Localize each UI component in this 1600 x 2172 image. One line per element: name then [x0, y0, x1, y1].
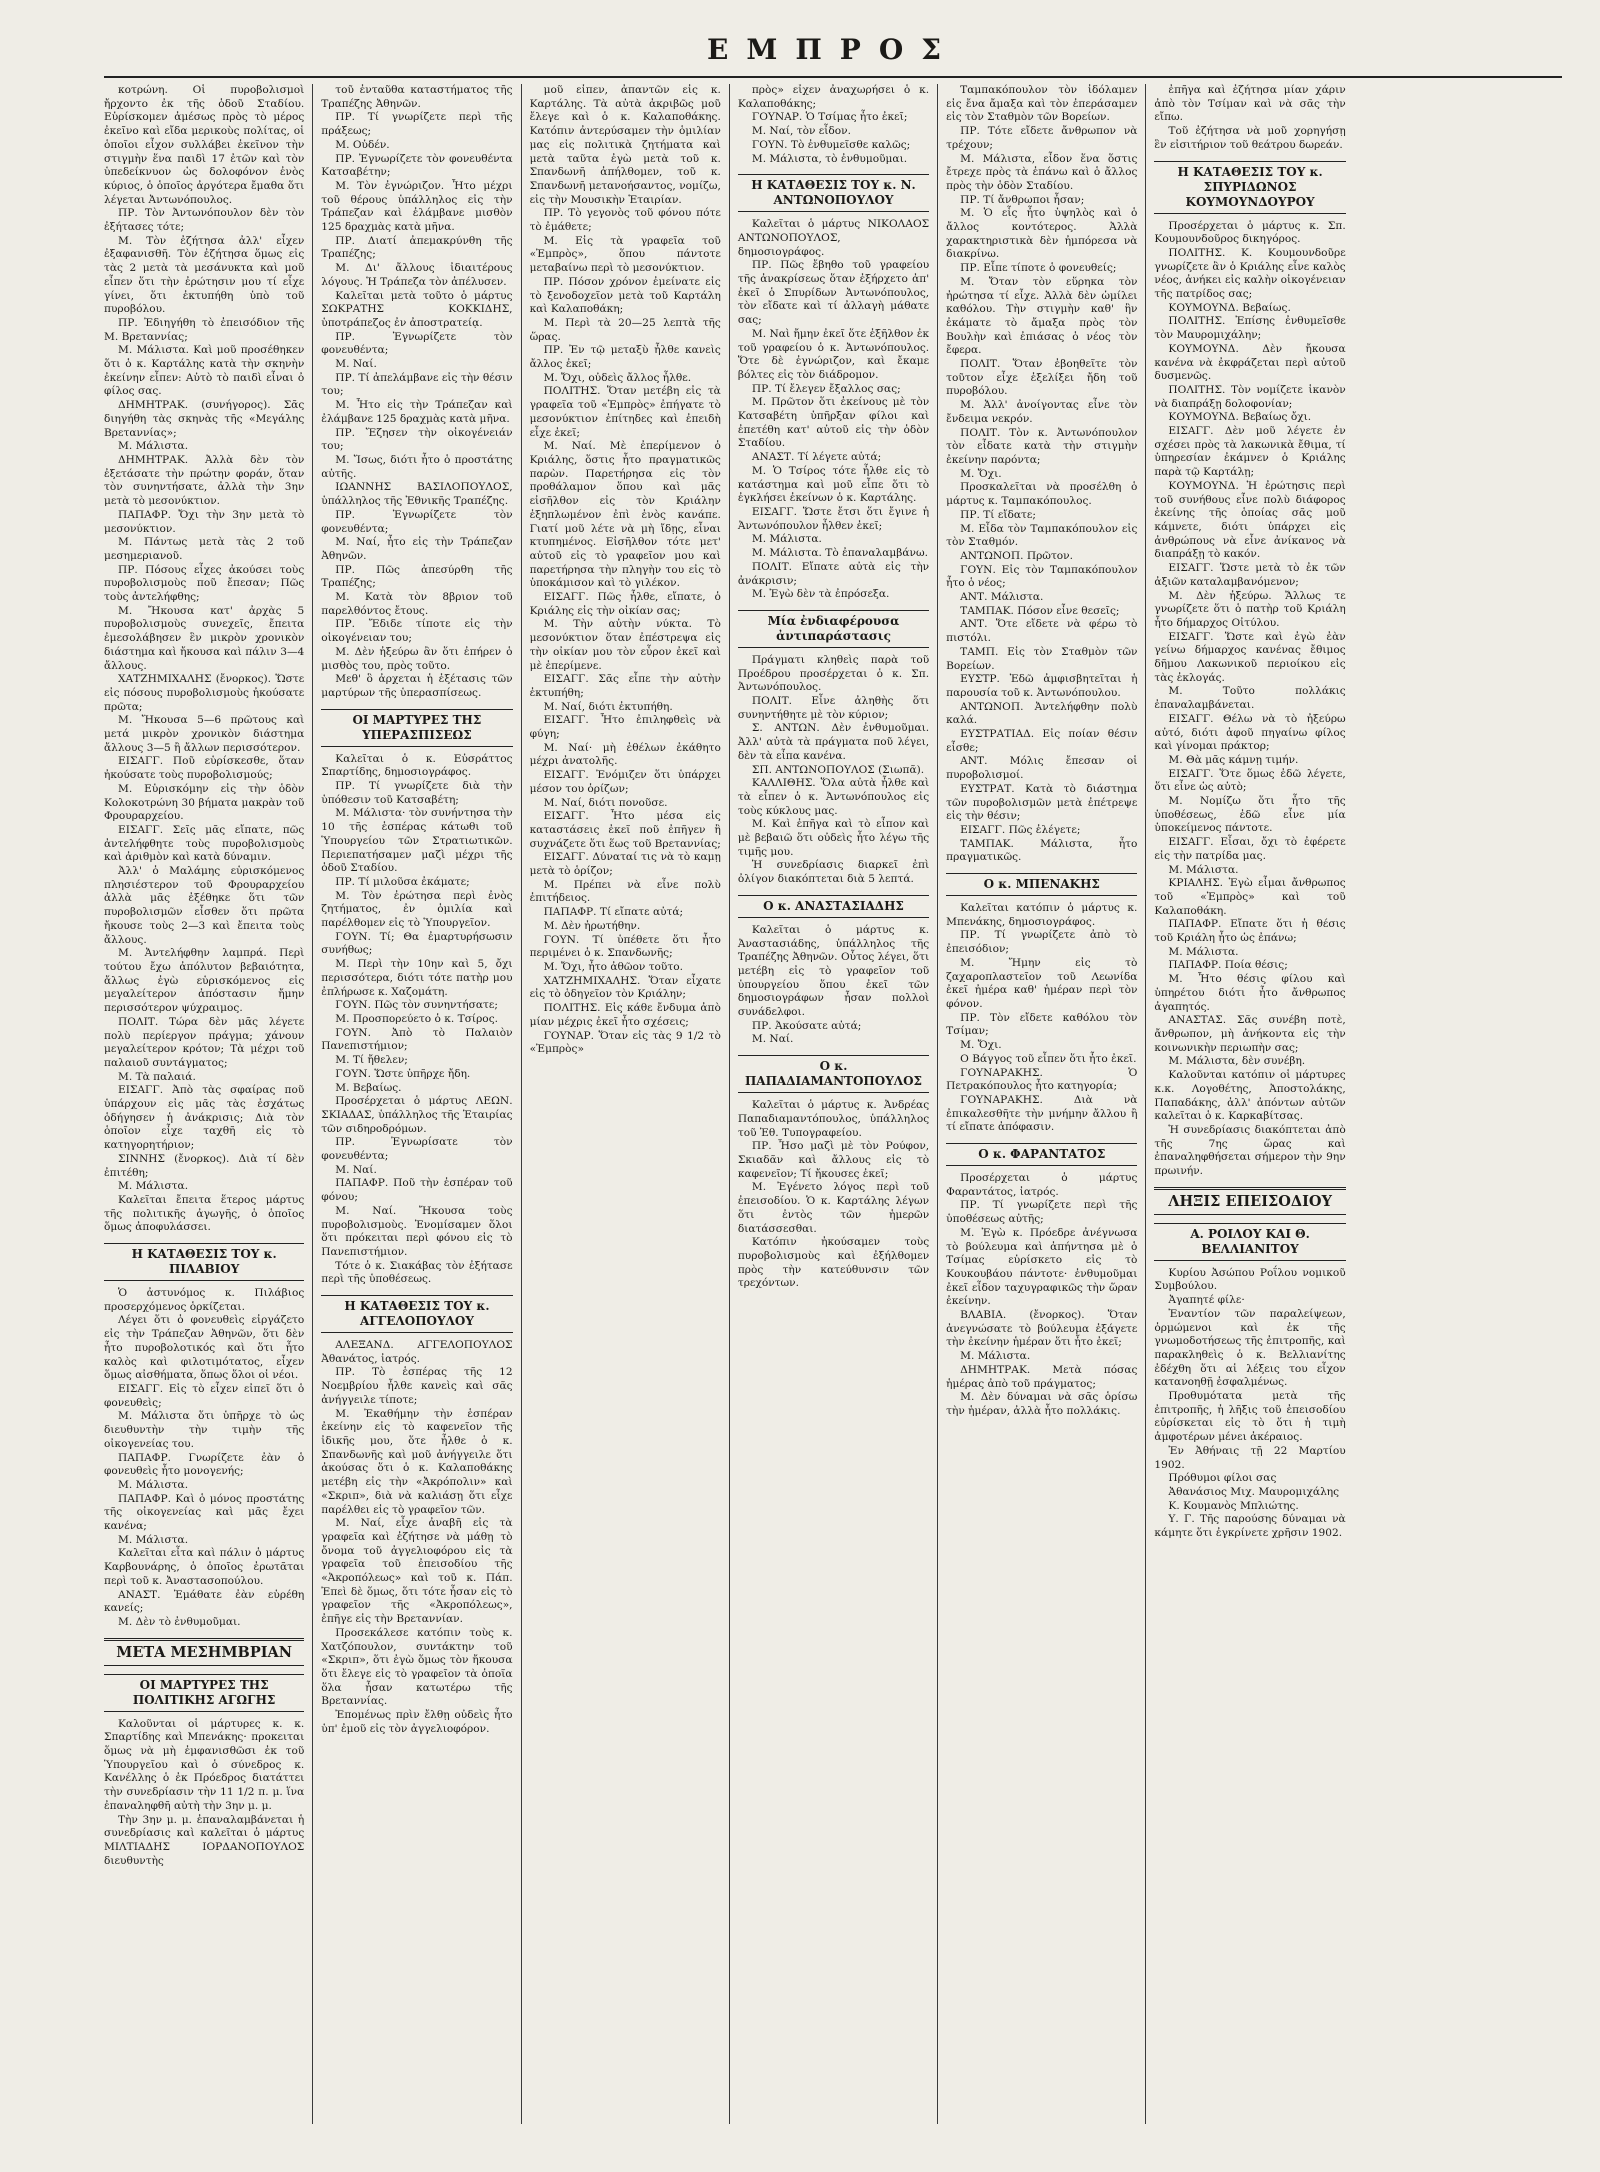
paragraph: ΕΙΣΑΓΓ. Ἦτο μέσα εἰς καταστάσεις ἐκεῖ ποῦ ἐπῆγεν ἢ συχνάζετε ὅτι ἕως τοῦ Βρεταννίας; — [529, 810, 721, 850]
paragraph: ΠΡ. Ἀκούσατε αὐτά; — [751, 1019, 862, 1032]
paragraph: ΑΛΕΞΑΝΔ. ΑΓΓΕΛΟΠΟΥΛΟΣ Ἀθανάτος, ἰατρός. — [321, 1339, 513, 1365]
paragraph: Μ. Ναὶ ἤμην ἐκεῖ ὅτε ἐξῆλθον ἐκ τοῦ γραφείου ὁ κ. Ἀντωνόπουλος. Ὅτε δὲ ἐγνώριζον, καὶ ἔκαμε βόλτες εἰς τὸν διάδρομον. — [737, 327, 930, 381]
section-heading: Ο κ. ΑΝΑΣΤΑΣΙΑΔΗΣ — [738, 895, 929, 918]
paragraph: Μ. Ἤκουσα 5—6 πρῶτους καὶ μετά μικρὸν χρονικὸν διάστημα ἄλλους 3—5 ἢ ἄλλων περισσότερον. — [104, 714, 305, 754]
paragraph: ΓΟΥΝΑΡ. Ὁ Τσίμας ἦτο ἐκεῖ; — [751, 111, 908, 124]
paragraph: ΚΟΥΜΟΥΝΔ. Ἡ ἐρώτησις περὶ τοῦ συνήθους εἶνε πολὺ διάφορος ἐκείνης τῆς ὁποίας σᾶς μοῦ κάμνετε, διότι ὑπάρχει εἰς ἀνθρώπους νὰ εἶνε ἀνίκανος νὰ διαπράξῃ τὸ κακόν. — [1154, 479, 1346, 561]
paragraph: ΤΑΜΠ. Εἰς τὸν Σταθμὸν τῶν Βορείων. — [946, 645, 1138, 672]
paragraph: Μ. Δι' ἄλλους ἰδιαιτέρους λόγους. Ἡ Τράπεζα τὸν ἀπέλυσεν. — [321, 262, 513, 288]
paragraph: ΠΑΠΑΦΡ. Ποῦ τὴν ἑσπέραν τοῦ φόνου; — [321, 1177, 513, 1204]
paragraph: ΓΟΥΝΑΡΑΚΗΣ. Διὰ νὰ ἐπικαλεσθῆτε τὴν μνήμην ἄλλου ἢ τί εἴπατε ἀπόφασιν. — [946, 1093, 1138, 1134]
paragraph: Μ. Ναί, τὸν εἶδον. — [751, 125, 851, 138]
paragraph: Μ. Μάλιστα. — [960, 1350, 1031, 1363]
paragraph: Καλεῖται μετὰ τοῦτο ὁ μάρτυς ΣΩΚΡΑΤΗΣ ΚΟΚΚΙΔΗΣ, ὑποτράπεζος ἐν ἀποστρατείᾳ. — [321, 289, 513, 329]
paragraph: ΕΙΣΑΓΓ. Ἦτο ἐπιληφθεὶς νὰ φύγη; — [529, 714, 721, 741]
paragraph: Πρόθυμοι φίλοι σας — [1168, 1472, 1277, 1485]
paragraph: ΠΑΠΑΦΡ. Εἴπατε ὅτι ἡ θέσις τοῦ Κριάλη ἦτο ὡς ἐπάνω; — [1154, 918, 1346, 945]
paragraph: Μ. Ναί. Μὲ ἐπερίμενον ὁ Κριάλης, ὅστις ἦτο πραγματικῶς παρὼν. Παρετήρησα εἰς τὸν προθάλαμον ὅπου καὶ μᾶς εἰσῆλθον εἰς τὸν Κριάλην ἐξηπλωμένον ἐπὶ ἐνὸς κανάπε. Γιατί μοῦ λέτε νὰ μὴ ἴδῃς, εἶναι κτυπημένος. Εἰσῆλθον τότε μετ' αὐτοῦ εἰς τὸ γραφεῖον μου καὶ παρετήρησα τὴν πληγὴν του εἰς τὸ ὑποκάμισον καὶ τὸ γιλέκον. — [529, 440, 721, 590]
paragraph: Μ. Ἐγὼ κ. Πρόεδρε ἀνέγνωσα τὸ βούλευμα καὶ ἀπήντησα μὲ ὁ Τσίμας εὑρίσκετο εἰς τὸ Κουκουβάου πάντοτε· ἐνθυμοῦμαι ἐκεῖ εἶδον ταχυγραφικῶς τὴν ὥραν ἐκείνην. — [946, 1226, 1138, 1308]
paragraph: Μ. Ἐγὼ δὲν τὰ ἐπρόσεξα. — [751, 588, 890, 601]
paragraph: Ἀλλ' ὁ Μαλάμης εὑρισκόμενος πλησιέστερον τοῦ Φρουραρχείου ἀλλὰ μᾶς ἐξέθηκε ὅτι τῶν πυροβολισμῶν εἶσθεν ὅτι πρῶτα ἤκουσε τοὺς 2—3 καὶ ἔπειτα τοὺς ἄλλους. — [104, 865, 305, 946]
paragraph: ἐπῆγα καὶ ἐζήτησα μίαν χάριν ἀπὸ τὸν Τσίμαν καὶ νὰ σᾶς τὴν εἴπω. — [1154, 84, 1346, 124]
paragraph: ΔΗΜΗΤΡΑΚ. Ἀλλὰ δὲν τὸν ἐξετάσατε τὴν πρώτην φοράν, ὅταν τὸν συνηντήσατε, ἀλλὰ τὴν 3ην μετὰ τὸ μεσονύκτιον. — [104, 453, 305, 508]
paragraph: ΠΡ. Ἐγνωρίζετε τὸν φονευθέντα; — [321, 508, 513, 535]
paragraph: ΕΥΣΤΡΑΤ. Κατὰ τὸ διάστημα τῶν πυροβολισμῶν μετὰ ἐπέτρεψε εἰς τὴν θέσιν; — [946, 782, 1138, 823]
paragraph: Μ. Τί ἤθελεν; — [335, 1054, 408, 1067]
paragraph: ΠΟΛΙΤΗΣ. Ἐπίσης ἐνθυμεῖσθε τὸν Μαυρομιχάλην; — [1154, 315, 1346, 342]
paragraph: Προσεκάλεσε κατόπιν τοὺς κ. Χατζόπουλον, συντάκτην τοῦ «Σκριπ», ὅτι ἐγὼ ὅμως τὸν ἤκουσα ὅτι ἔλεγε εἰς τὸ γραφεῖον τὰ ὁποῖα ὅλα ἦσαν κατωτέρω τῆς Βρεταννίας. — [321, 1626, 513, 1708]
paragraph: ΓΟΥΝ. Τὸ ἐνθυμεῖσθε καλῶς; — [751, 138, 911, 151]
section-heading: ΛΗΞΙΣ ΕΠΕΙΣΟΔΙΟΥ — [1154, 1187, 1345, 1215]
paragraph: ΓΟΥΝ. Ἀπὸ τὸ Παλαιὸν Πανεπιστήμιον; — [321, 1026, 513, 1053]
paragraph: ΠΡ. Πῶς ἀπεσύρθη τῆς Τραπέζης; — [321, 563, 513, 590]
section-heading: ΜΕΤΑ ΜΕΣΗΜΒΡΙΑΝ — [104, 1638, 304, 1666]
paragraph: Ἐπομένως πρὶν ἔλθῃ οὐδεὶς ἦτο ὑπ' ἐμοῦ εἰς τὸν ἀγγελιοφόρον. — [321, 1709, 513, 1735]
paragraph: ΠΟΛΙΤ. Τὸν κ. Ἀντωνόπουλον τὸν εἶδατε κατὰ τὴν στιγμὴν ἐκείνην παρόντα; — [946, 426, 1138, 466]
paragraph: κοτρώνη. Οἱ πυροβολισμοὶ ἤρχοντο ἐκ τῆς ὁδοῦ Σταδίου. Εὑρίσκομεν ἀμέσως πρὸς τὸ μέρος ἐκεῖνο καὶ εἴδα μερικοὺς πολίτας, οἱ ὁποῖοι εἶχον συλλάβει ἐκεῖνον τὴν στιγμὴν ἕνα παιδὶ 17 ἐτῶν καὶ τὸν ὑπεδείκνυον ὡς δολοφόνον ἐνὸς κύριος, ὁ ὁποῖος ἀργότερα ἔμαθα ὅτι λέγεται Ἀντωνόπουλος. — [104, 84, 305, 206]
paragraph: Ἐν Ἀθήναις τῇ 22 Μαρτίου 1902. — [1154, 1444, 1346, 1471]
paragraph: ΠΡ. Τὸ γεγονὸς τοῦ φόνου πότε τὸ ἐμάθετε; — [529, 207, 721, 234]
section-heading: Η ΚΑΤΑΘΕΣΙΣ ΤΟΥ κ. ΠΙΛΑΒΙΟΥ — [104, 1243, 304, 1281]
paragraph: Καλεῖται ὁ κ. Εὐσράττος Σπαρτίδης, δημοσιογράφος. — [321, 752, 513, 779]
paragraph: Μ. Μάλιστα. — [751, 533, 822, 546]
paragraph: ΠΑΠΑΦΡ. Γνωρίζετε ἐὰν ὁ φονευθεὶς ἦτο μονογενής; — [104, 1451, 305, 1478]
paragraph: Ὁ ἀστυνόμος κ. Πιλάβιος προσερχόμενος ὁρκίζεται. — [104, 1287, 305, 1313]
paragraph: ΠΑΠΑΦΡ. Ποία θέσις; — [1168, 959, 1288, 972]
paragraph: Καλοῦνται οἱ μάρτυρες κ. κ. Σπαρτίδης καὶ Μπενάκης· προκειται ὅμως νὰ μὴ ἐμφανισθῶσι ἐκ τοῦ Ὑπουργεῖου καὶ ὁ σύνεδρος κ. Κανέλλης ὁ ἐκ Πρόεδρος διατάττει τὴν συνεδρίασιν τὴν 11 1/2 π. μ. ἵνα ἐπαναληφθῆ αὐτὴ τὴν 3ην μ. μ. — [104, 1717, 305, 1812]
paragraph: ΠΡ. Ἐγνωρίσατε τὸν φονευθέντα; — [321, 1136, 513, 1163]
paragraph: Μ. Πρέπει νὰ εἶνε πολὺ ἐπιτήδειος. — [529, 878, 721, 905]
paragraph: ΠΡ. Τί γνωρίζετε ἀπὸ τὸ ἐπεισόδιον; — [946, 929, 1138, 956]
paragraph: ΕΙΣΑΓΓ. Θέλω νὰ τὸ ἠξεύρω αὐτό, διότι ἀφοῦ πηγαίνω φίλος καὶ γίνομαι πράκτορ; — [1154, 712, 1346, 753]
paragraph: ΠΡ. Τί ἀπελάμβανε εἰς τὴν θέσιν του; — [321, 371, 513, 398]
paragraph: ΠΡ. Τὸν εἴδετε καθόλου τὸν Τσίμαν; — [946, 1011, 1138, 1038]
paragraph: Μ. Δὲν ἠρωτήθην. — [543, 919, 641, 932]
paragraph: Ἡ συνεδρίασις διακόπτεται ἀπὸ τῆς 7ης ὥρας καὶ ἐπαναληφθήσεται σήμερον τὴν 9ην πρωινήν. — [1154, 1123, 1346, 1178]
paragraph: ΑΝΤΩΝΟΠ. Ἀντελήφθην πολὺ καλά. — [946, 700, 1138, 727]
paragraph: Μ. Θὰ μᾶς κάμνῃ τιμήν. — [1168, 753, 1299, 766]
paragraph: ΠΟΛΙΤΗΣ. Κ. Κουμουνδοῦρε γνωρίζετε ἂν ὁ Κριάλης εἶνε καλὸς νέος, ἀνήκει εἰς καλὴν οἰκογένειαν τῆς πατρίδος σας; — [1154, 246, 1346, 301]
paragraph: Σ. ΑΝΤΩΝ. Δὲν ἐνθυμοῦμαι. Ἀλλ' αὐτὰ τὰ πράγματα ποῦ λέγει, δὲν τὰ εἶπα κανένα. — [737, 722, 930, 762]
paragraph: Ο Βάγγος τοῦ εἶπεν ὅτι ἦτο ἐκεῖ. — [960, 1052, 1137, 1065]
paragraph: Μ. Οὐδέν. — [335, 138, 390, 151]
paragraph: Μ. Ὄχι. — [960, 1039, 1002, 1052]
paragraph: ΠΡ. Διατί ἀπεμακρύνθη τῆς Τραπέζης; — [321, 234, 513, 261]
paragraph: Τότε ὁ κ. Σιακάβας τὸν ἐξήτασε περὶ τῆς ὑποθέσεως. — [321, 1259, 513, 1286]
paragraph: Μ. Ἐγένετο λόγος περὶ τοῦ ἐπεισοδίου. Ὁ κ. Καρτάλης λέγων ὅτι ἐντὸς τῶν ἡμερῶν διατάσσεσθαι. — [737, 1181, 930, 1235]
paragraph: Μ. Μάλιστα, εἶδον ἕνα ὅστις ἔτρεχε πρὸς τὰ ἐπάνω καὶ ὁ ἄλλος πρὸς τὴν ὁδὸν Σταδίου. — [946, 152, 1138, 192]
paragraph: Μ. Ἴσως, διότι ἦτο ὁ προστάτης αὐτῆς. — [321, 453, 513, 480]
paragraph: Καλεῖται ὁ μάρτυς ΝΙΚΟΛΑΟΣ ΑΝΤΩΝΟΠΟΥΛΟΣ, δημοσιογράφος. — [737, 218, 930, 258]
paragraph: ΕΥΣΤΡ. Ἐδῶ ἀμφισβητεῖται ἡ παρουσία τοῦ κ. Ἀντωνόπουλου. — [946, 673, 1138, 699]
paragraph: Μ. Μάλιστα. — [1168, 945, 1239, 958]
paragraph: ΑΝΑΣΤ. Ἐμάθατε ἐὰν εὑρέθη κανείς; — [104, 1588, 305, 1615]
paragraph: Μ. Ναί, διότι ἐκτυπήθη. — [543, 700, 673, 713]
paragraph: ΓΟΥΝΑΡΑΚΗΣ. Ὁ Πετρακόπουλος ἦτο κατηγορία; — [946, 1066, 1138, 1093]
paragraph: ΠΟΛΙΤΗΣ. Ὅταν μετέβη εἰς τὰ γραφεῖα τοῦ «Ἐμπρὸς» ἐπήγατε τὸ μεσονύκτιον ἐπίτηδες καὶ ἐπειδὴ εἶχε ἐκεῖ; — [529, 385, 721, 439]
paragraph: Μ. Ἀλλ' ἀνοίγοντας εἶνε τὸν ἔνδειμα νεκρόν. — [946, 399, 1138, 425]
section-heading: Μία ἐνδιαφέρουσα ἀντιπαράστασις — [738, 610, 929, 648]
section-heading: Ο κ. ΠΑΠΑΔΙΑΜΑΝΤΟΠΟΥΛΟΣ — [738, 1055, 929, 1093]
paragraph: Μ. Εἶδα τὸν Ταμπακόπουλον εἰς τὸν Σταθμόν. — [946, 522, 1138, 549]
paragraph: ΠΡ. Τί γνωρίζετε διὰ τὴν ὑπόθεσιν τοῦ Κατσαβέτη; — [321, 780, 513, 806]
paragraph: Μ. Μάλιστα, δὲν συνέβη. — [1168, 1055, 1306, 1068]
paragraph: Μ. Ναί· μὴ ἐθέλων ἐκάθητο μέχρι ἀνατολῆς. — [529, 741, 721, 768]
column-3 — [521, 84, 729, 2124]
paragraph: Ταμπακόπουλον τὸν ἰδόλαμεν εἰς ἔνα ἄμαξα καὶ τὸν ἐπεράσαμεν εἰς τὸν Σταθμὸν τῶν Βορείων. — [946, 84, 1138, 124]
paragraph: Μ. Τὸν ἐρώτησα περὶ ἐνὸς ζητήματος, ἐν ὁμιλία καὶ παρέλθομεν εἰς τὸ Ὑπουργεῖον. — [321, 889, 513, 930]
paragraph: τοῦ ἐνταῦθα καταστήματος τῆς Τραπέζης Ἀθηνῶν. — [321, 84, 513, 110]
paragraph: Μ. Τὴν αὐτὴν νύκτα. Τὸ μεσονύκτιον ὅταν ἐπέστρεψα εἰς τὴν οἰκίαν μου τὸν εὗρον ἐκεῖ καὶ μὲ ἐπερίμενε. — [529, 618, 721, 672]
paragraph: ΕΙΣΑΓΓ. Ὥστε μετὰ τὸ ἐκ τῶν ἀξιῶν καταλαμβανόμενον; — [1154, 562, 1346, 588]
paragraph: Καλεῖται ὁ μάρτυς κ. Ἀναστασιάδης, ὑπάλληλος τῆς Τραπέζης Ἀθηνῶν. Οὗτος λέγει, ὅτι μετέβη εἰς τὸ γραφεῖον τοῦ ὑπουργείου ὅπου ἐκεῖ τῶν δημοσιογράφων ἦσαν πολλοὶ συνάδελφοι. — [737, 923, 930, 1019]
paragraph: ΠΡ. Πόσον χρόνον ἐμείνατε εἰς τὸ ξενοδοχεῖον μετὰ τοῦ Καρτάλη καὶ Καλαποθάκη; — [529, 275, 721, 316]
paragraph: Ἀγαπητέ φίλε· — [1168, 1294, 1245, 1307]
paragraph: ΠΡ. Τότε εἴδετε ἄνθρωπον νὰ τρέχουν; — [946, 125, 1138, 151]
column-2 — [312, 84, 520, 2124]
masthead-rule — [104, 76, 1562, 78]
paragraph: ΓΟΥΝ. Ὥστε ὑπῆρχε ἤδη. — [335, 1067, 471, 1080]
paragraph: ΠΡ. Πῶς ἔβηθο τοῦ γραφείου τῆς ἀνακρίσεως ὅταν ἐξήρχετο ἀπ' ἐκεῖ ὁ Σπυρίδων Ἀντωνόπουλος, τὸν εἴδατε καὶ τί ἀλλαγὴ μάθατε σας; — [737, 259, 930, 327]
paragraph: Ἀθανάσιος Μιχ. Μαυρομιχάλης — [1168, 1485, 1340, 1498]
paragraph: ΓΟΥΝ. Τί ὑπέθετε ὅτι ἦτο περιμένει ὁ κ. Σπανδωνῆς; — [529, 933, 721, 960]
paragraph: Μ. Ὄχι. — [960, 467, 1002, 480]
paragraph: ΠΡ. Ἐγνωρίζετε τὸν φονευθέντα Κατσαβέτην; — [321, 152, 513, 179]
paragraph: Πράγματι κληθεὶς παρὰ τοῦ Προέδρου προσέρχεται ὁ κ. Σπ. Ἀντωνόπουλος. — [737, 653, 930, 694]
paragraph: Μ. Ναί, εἶχε ἀναβῆ εἰς τὰ γραφεῖα καὶ ἐζήτησε νὰ μάθῃ τὸ ὄνομα τοῦ ἀγγελιοφόρου εἰς τὰ γραφεῖα τοῦ ἐπεισοδίου τῆς «Ἀκροπόλεως» καὶ τοῦ κ. Πάπ. Ἐπεὶ δὲ ὅμως, ὅτι τότε ἦσαν εἰς τὸ γραφεῖον τῆς «Ἀκροπόλεως», ἐπῆγε εἰς τὴν Βρεταννίαν. — [321, 1517, 513, 1626]
paragraph: Μ. Τὰ παλαιά. — [118, 1070, 196, 1083]
paragraph: ΚΟΥΜΟΥΝΔ. Βεβαίως ὄχι. — [1168, 411, 1312, 424]
paragraph: ΠΡ. Τί γνωρίζετε περὶ τῆς πράξεως; — [321, 111, 513, 138]
paragraph: Μ. Κατὰ τὸν 8βριον τοῦ παρελθόντος ἔτους. — [321, 591, 513, 617]
section-heading: Η ΚΑΤΑΘΕΣΙΣ ΤΟΥ κ. ΣΠΥΡΙΔΩΝΟΣ ΚΟΥΜΟΥΝΔΟΥΡΟΥ — [1154, 161, 1345, 214]
paragraph: ΑΝΤ. Μόλις ἔπεσαν οἱ πυροβολισμοί. — [946, 755, 1138, 782]
paragraph: Μ. Τὸν ἐζήτησα ἀλλ' εἶχεν ἐξαφανισθῆ. Τὸν ἐζήτησα ὅμως εἰς τὰς 2 μετὰ τὰ μεσάνυκτα καὶ μοῦ εἶπεν ὅτι τὴν ἐρώτησιν μου τί εἶχε γίνει, ὅτι ἐκτυπήθη ὑπὸ τοῦ πυροβόλου. — [104, 234, 305, 316]
paragraph: ΕΙΣΑΓΓ. Δὲν μοῦ λέγετε ἐν σχέσει πρὸς τὰ λακωνικὰ ἔθιμα, τί ὑπηρεσίαν ἐκάμνεν ὁ Κριάλης παρὰ τῷ Καρτάλῃ; — [1154, 425, 1346, 479]
column-5 — [937, 84, 1145, 2124]
paragraph: ΑΝΤ. Ὅτε εἴδετε νὰ φέρω τὸ πιστόλι. — [946, 618, 1138, 645]
paragraph: Μ. Μάλιστα ὅτι ὑπῆρχε τὸ ὡς διευθυντὴν τὴν τιμὴν τῆς οἰκογενείας του. — [104, 1410, 305, 1450]
paragraph: Προσκαλεῖται νὰ προσέλθη ὁ μάρτυς κ. Ταμπακόπουλος. — [946, 481, 1138, 508]
paragraph: ΠΡ. Εἶπε τίποτε ὁ φονευθείς; — [960, 262, 1117, 275]
paragraph: ΕΙΣΑΓΓ. Πῶς ἦλθε, εἴπατε, ὁ Κριάλης εἰς τὴν οἰκίαν σας; — [529, 591, 721, 617]
paragraph: Μ. Ἤμην εἰς τὸ ζαχαροπλαστεῖον τοῦ Λεωνίδα ἐκεῖ ἠμέρα καθ' ἡμέραν περὶ τὸν φόνον. — [946, 956, 1138, 1010]
paragraph: ΑΝΤΩΝΟΠ. Πρῶτον. — [960, 549, 1073, 562]
paragraph: Μ. Ναί. — [335, 358, 377, 371]
paragraph: Τὴν 3ην μ. μ. ἐπαναλαμβάνεται ἡ συνεδρίασις καὶ καλεῖται ὁ μάρτυς ΜΙΛΤΙΑΔΗΣ ΙΟΡΔΑΝΟΠΟΥΛΟΣ διευθυντὴς — [104, 1813, 305, 1867]
paragraph: πρὸς» εἶχεν ἀναχωρήσει ὁ κ. Καλαποθάκης; — [737, 84, 930, 110]
paragraph: ΓΟΥΝΑΡ. Ὅταν εἰς τὰς 9 1/2 τὸ «Ἐμπρὸς» — [529, 1029, 721, 1056]
paragraph: ΙΩΑΝΝΗΣ ΒΑΣΙΛΟΠΟΥΛΟΣ, ὑπάλληλος τῆς Ἐθνικῆς Τραπέζης. — [321, 481, 513, 508]
paragraph: Λέγει ὅτι ὁ φονευθεὶς εἰργάζετο εἰς τὴν Τράπεζαν Ἀθηνῶν, ὅτι δὲν ἦτο πυροβολοτικός καὶ ὅτι ἦτο καλὸς καὶ φιλοτιμότατος, εἶχεν ὅμως αἰσθήματα, ὅπως ὅλοι οἱ νέοι. — [104, 1314, 305, 1382]
paragraph: Κ. Κουμανὸς Μπλιώτης. — [1168, 1499, 1299, 1512]
paragraph: Μ. Ναί. — [751, 1033, 794, 1046]
paragraph: Μ. Ὄχι, ἦτο ἀθῶον τοῦτο. — [543, 961, 683, 973]
paragraph: ΠΟΛΙΤΗΣ. Εἰς κάθε ἔνδυμα ἀπὸ μίαν μέχρις ἐκεῖ ἦτο σχέσεις; — [529, 1002, 721, 1028]
paragraph: Μ. Μάλιστα. — [118, 1180, 189, 1193]
paragraph: ΠΑΠΑΦΡ. Καὶ ὁ μόνος προστάτης τῆς οἰκογενείας καὶ μᾶς ἔχει κανένα; — [104, 1492, 305, 1533]
paragraph: ΠΡ. Τὸν Ἀντωνόπουλον δὲν τὸν ἐξήτασες τότε; — [104, 207, 305, 234]
paragraph: ΚΟΥΜΟΥΝΔ. Βεβαίως. — [1168, 301, 1291, 314]
paragraph: ΑΝΑΣΤ. Τί λέγετε αὐτά; — [751, 451, 882, 464]
paragraph: ΓΟΥΝ. Τί; Θα ἐμαρτυρήσωσιν συνήθως; — [321, 930, 513, 957]
paragraph: ΠΡ. Τί μιλοῦσα ἐκάματε; — [335, 875, 470, 888]
paragraph: Μ. Τοῦτο πολλάκις ἐπαναλαμβάνεται. — [1154, 685, 1346, 712]
paragraph: Μ. Ἦτο θέσις φίλου καὶ ὑπηρέτου διότι ἦτο ἄνθρωπος ἀγαπητός. — [1154, 973, 1346, 1013]
paragraph: ΑΝΤ. Μάλιστα. — [960, 591, 1044, 604]
paragraph: Μ. Μάλιστα. Τὸ ἐπαναλαμβάνω. — [751, 547, 928, 560]
paragraph: ΔΗΜΗΤΡΑΚ. (συνήγορος). Σᾶς διηγήθη τὰς σκηνὰς τῆς «Μεγάλης Βρεταννίας»; — [104, 399, 305, 439]
paragraph: Μ. Μάλιστα· τὸν συνήντησα τὴν 10 τῆς ἑσπέρας κάτωθι τοῦ Ὑπουργείου τῶν Στρατιωτικῶν. Περιεπατήσαμεν μαζὶ μέχρι τῆς ὁδοῦ Σταδίου. — [321, 807, 513, 875]
paragraph: Μ. Μάλιστα, τὸ ἐνθυμοῦμαι. — [751, 152, 908, 165]
section-heading: Ο κ. ΦΑΡΑΝΤΑΤΟΣ — [946, 1143, 1137, 1166]
paragraph: ΔΗΜΗΤΡΑΚ. Μετὰ πόσας ἡμέρας ἀπὸ τοῦ πράγματος; — [946, 1363, 1138, 1390]
column-1 — [104, 84, 312, 2124]
paragraph: Μ. Βεβαίως. — [335, 1081, 402, 1094]
paragraph: ΕΙΣΑΓΓ. Εἶσαι, ὄχι τὸ ἐφέρετε εἰς τὴν πατρίδα μας. — [1154, 836, 1346, 862]
paragraph: ΠΡ. Τί ἔλεγεν ἔξαλλος σας; — [751, 382, 901, 395]
paragraph: Μ. Ναί, διότι πονοῦσε. — [543, 796, 668, 809]
paragraph: Μ. Εἰς τὰ γραφεῖα τοῦ «Ἐμπρὸς», ὅπου πάντοτε μεταβαίνω περὶ τὸ μεσονύκτιον. — [529, 234, 721, 275]
paragraph: ΤΑΜΠΑΚ. Πόσον εἶνε θεσεῖς; — [960, 604, 1120, 617]
paragraph: ΕΙΣΑΓΓ. Ὅτε ὅμως ἐδῶ λέγετε, ὅτι εἶνε ὡς αὐτὸ; — [1154, 767, 1346, 794]
paragraph: Μ. Περὶ τὴν 10ην καὶ 5, ὄχι περισσότερα, διότι τότε πατὴρ μου ἐπλήρωσε κ. Χαζομάτη. — [321, 958, 513, 998]
paragraph: ΕΙΣΑΓΓ. Δύναταί τις νὰ τὸ καμῃ μετὰ τὸ ὁρίζον; — [529, 851, 721, 878]
paragraph: Προσέρχεται ὁ μάρτυς ΛΕΩΝ. ΣΚΙΑΔΑΣ, ὑπάλληλος τῆς Ἑταιρίας τῶν σιδηροδρόμων. — [321, 1095, 513, 1135]
paragraph: Μ. Καὶ ἐπῆγα καὶ τὸ εἶπον καὶ μὲ βεβαιῶ ὅτι οὐδεὶς ἦτο λέγω τῆς τιμῆς μου. — [737, 818, 930, 858]
paragraph: Μ. Μάλιστα. Καὶ μοῦ προσέθηκεν ὅτι ὁ κ. Καρτάλης κατὰ τὴν σκηνὴν ἐκείνην εἶπεν: Αὐτὸ τὸ παιδὶ εἶναι ὀ φίλος σας. — [104, 344, 305, 398]
paragraph: Προσέρχεται ὁ μάρτυς κ. Σπ. Κουμουνδοῦρος δικηγόρος. — [1154, 219, 1346, 246]
paragraph: Μ. Μάλιστα. — [118, 1533, 189, 1546]
paragraph: ΠΡ. Ἔδιδε τίποτε εἰς τὴν οἰκογένειαν του; — [321, 618, 513, 645]
paragraph: Υ. Γ. Τῆς παρούσης δύναμαι νὰ κάμητε ὅτι ἐγκρίνετε χρῆσιν 1902. — [1154, 1513, 1346, 1540]
paragraph: ΠΑΠΑΦΡ. Τί εἴπατε αὐτά; — [543, 906, 684, 919]
paragraph: ΠΡ. Ἐδιηγήθη τὸ ἐπεισόδιον τῆς Μ. Βρεταννίας; — [104, 316, 305, 343]
paragraph: ΚΡΙΑΛΗΣ. Ἐγὼ εἶμαι ἄνθρωπος τοῦ «Ἐμπρὸς» καὶ τοῦ Καλαποθάκη. — [1154, 877, 1346, 917]
paragraph: Μ. Ἀντελήφθην λαμπρά. Περὶ τούτου ἔχω ἀπόλυτον βεβαιότητα, ἄλλως ἐγὼ εὑρισκόμενος εἰς μεγαλείτερον ἀπόστασιν ἤμην περισσότερον ψύχραιμος. — [104, 947, 305, 1015]
paragraph: Καλεῖται ἔπειτα ἕτερος μάρτυς τῆς πολιτικῆς ἀγωγῆς, ὁ ὁποῖος ὅμως ἀποφυλάσσει. — [104, 1193, 305, 1234]
section-heading: ΟΙ ΜΑΡΤΥΡΕΣ ΤΗΣ ΥΠΕΡΑΣΠΙΣΕΩΣ — [321, 709, 512, 747]
paragraph: Μ. Ἤκουσα κατ' ἀρχὰς 5 πυροβολισμοὺς συνεχεῖς, ἔπειτα ἐμεσολάβησεν ἓν μικρὸν χρονικὸν διάστημα καὶ ἤκουσα καὶ πάλιν 3—4 ἄλλους. — [104, 604, 305, 672]
paragraph: ΕΙΣΑΓΓ. Σᾶς εἶπε τὴν αὐτὴν ἐκτυπήθη; — [529, 673, 721, 699]
paragraph: ΤΑΜΠΑΚ. Μάλιστα, ἦτο πραγματικῶς. — [946, 837, 1138, 864]
paragraph: ΕΙΣΑΓΓ. Ὥστε ἔτσι ὅτι ἔγινε ἡ Ἀντωνόπουλον ἦλθεν ἐκεῖ; — [737, 505, 930, 532]
paragraph: Μ. Δὲν δύναμαι νὰ σᾶς ὁρίσω τὴν ἡμέραν, ἀλλὰ ἦτο πολλάκις. — [946, 1391, 1138, 1417]
paragraph: ΠΟΛΙΤ. Εἶνε ἀληθὴς ὅτι συνηντήθητε μὲ τὸν κύριον; — [737, 695, 930, 721]
section-heading: Α. ΡΟΙΛΟΥ ΚΑΙ Θ. ΒΕΛΛΙΑΝΙΤΟΥ — [1154, 1223, 1345, 1261]
paragraph: ΕΙΣΑΓΓ. Ὥστε καὶ ἐγὼ ἐὰν γείνω δήμαρχος κανένας ἔθιμος δῆμου Λακωνικοῦ περιοίκου εἰς τὰς ἐκλογάς. — [1154, 630, 1346, 684]
paragraph: Ἡ συνεδρίασις διαρκεῖ ἐπὶ ὀλίγον διακόπτεται διὰ 5 λεπτά. — [737, 859, 930, 886]
paragraph: ΧΑΤΖΗΜΙΧΑΛΗΣ (ἔνορκος). Ὥστε εἰς πόσους πυροβολισμοὺς ἠκούσατε πρῶτα; — [104, 673, 305, 713]
paragraph: ΣΙΝΝΗΣ (ἔνορκος). Διὰ τί δὲν ἐπιτέθη; — [104, 1152, 305, 1179]
paragraph: ΠΡ. Ἐν τῷ μεταξὺ ἦλθε κανεὶς ἄλλος ἐκεῖ; — [529, 344, 721, 371]
paragraph: ΠΡ. Τί γνωρίζετε περὶ τῆς ὑποθέσεως αὐτῆς; — [946, 1199, 1138, 1226]
paragraph: Μ. Νομίζω ὅτι ἦτο τῆς ὑποθέσεως, ἐδῶ εἶνε μία ὑποκείμενος πάντοτε. — [1154, 795, 1346, 835]
paragraph: Μ. Ναί. Ἤκουσα τοὺς πυροβολισμοὺς. Ἐνομίσαμεν ὅλοι ὅτι πρόκειται περὶ φόνου εἰς τὸ Πανεπιστήμιον. — [321, 1204, 513, 1258]
paragraph: ΕΙΣΑΓΓ. Ἐνόμιζεν ὅτι ὑπάρχει μέσον του ὁρίζων; — [529, 769, 721, 795]
paragraph: Καλοῦνται κατόπιν οἱ μάρτυρες κ.κ. Λογοθέτης, Ἀποστολάκης, Παπαδάκης, ἀλλ' ἀπόντων αὐτῶν καλεῖται ὁ κ. Καρκαβίτσας. — [1154, 1069, 1346, 1123]
paragraph: ΠΡ. Τί ἄνθρωποι ἦσαν; — [960, 193, 1085, 206]
paragraph: Μ. Ναί, ἦτο εἰς τὴν Τράπεζαν Ἀθηνῶν. — [321, 536, 513, 562]
paragraph: Μ. Ἦτο εἰς τὴν Τράπεζαν καὶ ἐλάμβανε 125 δραχμὰς κατὰ μῆνα. — [321, 399, 513, 425]
paragraph: Μ. Εὑρισκόμην εἰς τὴν ὁδὸν Κολοκοτρώνη 30 βήματα μακρὰν τοῦ Φρουραρχείου. — [104, 782, 305, 823]
section-heading: ΟΙ ΜΑΡΤΥΡΕΣ ΤΗΣ ΠΟΛΙΤΙΚΗΣ ΑΓΩΓΗΣ — [104, 1674, 304, 1712]
paragraph: ΓΟΥΝ. Πῶς τὸν συνηντήσατε; — [335, 999, 498, 1012]
masthead: ΕΜΠΡΟΣ — [706, 33, 960, 66]
paragraph: ΠΟΛΙΤ. Ὅταν ἐβοηθεῖτε τὸν τοῦτον εἶχε ἐξελίξει ἤδη τοῦ πυροβόλου. — [946, 358, 1138, 398]
paragraph: ΠΡ. Πόσους εἶχες ἀκούσει τοὺς πυροβολισμοὺς ποῦ ἔπεσαν; Πῶς τοὺς ἀντελήφθης; — [104, 563, 305, 604]
paragraph: ΕΙΣΑΓΓ. Ἀπὸ τὰς σφαίρας ποῦ ὑπάρχουν εἰς μᾶς τὰς ἐσχάτως ὁδήγησεν ἡ ἀνάκρισις; Διὰ τὸν ὁποῖον εἶχε ταχθῆ εἰς τὸ κατηγορητήριον; — [104, 1084, 305, 1152]
column-6 — [1145, 84, 1353, 2124]
paragraph: Μ. Τὸν ἐγνώριζον. Ἦτο μέχρι τοῦ θέρους ὑπάλληλος εἰς τὴν Τράπεζαν καὶ ἐλάμβανε μισθὸν 125 δραχμὰς κατὰ μῆνα. — [321, 179, 513, 234]
column-4 — [729, 84, 937, 2124]
paragraph: ΕΥΣΤΡΑΤΙΑΔ. Εἰς ποίαν θέσιν εἶσθε; — [946, 728, 1138, 754]
paragraph: Μ. Ὄταν τὸν εὕρηκα τὸν ἠρώτησα τί εἶχε. Ἀλλὰ δὲν ὡμίλει καθόλου. Τὴν στιγμὴν καθ' ἣν ἐκάματε τὸ ἄμαξα πρὸς τὸν Βουλὴν καὶ ἐπιάσας ὁ νέος τὸν ἔφερα. — [946, 275, 1138, 357]
paragraph: ΠΡ. Ἐγνωρίζετε τὸν φονευθέντα; — [321, 330, 513, 357]
paragraph: Μ. Μάλιστα. — [118, 1478, 189, 1491]
paragraph: ΠΡ. Τί εἴδατε; — [960, 508, 1036, 521]
paragraph: ΑΝΑΣΤΑΣ. Σᾶς συνέβη ποτὲ, ἄνθρωπον, μὴ ἀνήκοντα εἰς τὴν κοινωνικὴν περιωπὴν σας; — [1154, 1014, 1346, 1054]
paragraph: ΒΛΑΒΙΑ. (ἔνορκος). Ὅταν ἀνεγνώσατε τὸ βούλευμα ἐξάγετε τὴν ἐκείνην ἡμέραν ὅτι ἦτο ἐκεῖ; — [946, 1309, 1138, 1349]
paragraph: Μ. Ἐκαθήμην τὴν ἑσπέραν ἐκείνην εἰς τὸ καφενεῖον τῆς ἰδικῆς μου, ὅτε ἦλθε ὁ κ. Σπανδωνῆς καὶ μοῦ ἀνήγγειλε ὅτι ἀκούσας ὅτι ὁ κ. Καλαποθάκης μετέβη εἰς τὴν «Ἀκρόπολιν» καὶ «Σκριπ», διὰ νὰ καλιάσῃ ὅτι εἶχε παρέλθει εἰς τὸ γραφεῖον τῶν. — [321, 1407, 513, 1516]
paragraph: Μ. Μάλιστα. — [118, 440, 189, 453]
paragraph: Καλεῖται κατόπιν ὁ μάρτυς κ. Μπενάκης, δημοσιογράφος. — [946, 902, 1138, 928]
paragraph: Μ. Ὁ εἷς ἦτο ὑψηλὸς καὶ ὁ ἄλλος κοντότερος. Ἀλλὰ χαρακτηριστικὰ δὲν ἠμπόρεσα νὰ διακρίνω. — [946, 207, 1138, 261]
section-heading: Ο κ. ΜΠΕΝΑΚΗΣ — [946, 873, 1137, 896]
paragraph: Μ. Δὲν ἠξεύρω ἂν ὅτι ἐπήρεν ὁ μισθὸς του, πρὸς τοῦτο. — [321, 645, 513, 672]
paragraph: Ἐναντίον τῶν παραλείψεων, ὁρμώμενοι καὶ ἐκ τῆς γνωμοδοτήσεως τῆς ἐπιτροπῆς, καὶ παρακληθεὶς ὁ κ. Βελλιανίτης ἐδέχθη ὅτι αἱ λέξεις του εἶχον κατανοηθῇ ἐσφαλμένως. — [1154, 1307, 1346, 1389]
paragraph: ΠΟΛΙΤ. Εἴπατε αὐτὰ εἰς τὴν ἀνάκρισιν; — [737, 560, 930, 587]
paragraph: Μ. Μάλιστα. — [1168, 863, 1239, 876]
paragraph: Μ. Πάντως μετὰ τὰς 2 τοῦ μεσημεριανοῦ. — [104, 536, 305, 562]
paragraph: ΕΙΣΑΓΓ. Ποῦ εὑρίσκεσθε, ὅταν ἠκούσατε τοὺς πυροβολισμούς; — [104, 755, 305, 782]
paragraph: Κατόπιν ἠκούσαμεν τοὺς πυροβολισμοὺς καὶ ἐξήλθομεν πρὸς τὴν κατεύθυνσιν τῶν τρεχόντων. — [737, 1236, 930, 1290]
paragraph: Μ. Δὲν ἠξεύρω. Ἄλλως τε γνωρίζετε ὅτι ὁ πατὴρ τοῦ Κριάλη ἦτο δήμαρχος Οἰτύλου. — [1154, 589, 1346, 629]
paragraph: Κυρίου Ἀσώπου Ροΐλου νομικοῦ Συμβούλου. — [1154, 1266, 1346, 1293]
paragraph: ΣΠ. ΑΝΤΩΝΟΠΟΥΛΟΣ (Σιωπᾶ). — [751, 763, 925, 776]
paragraph: ΠΑΠΑΦΡ. Ὄχι τὴν 3ην μετὰ τὸ μεσονύκτιον. — [104, 508, 305, 535]
columns — [104, 84, 1562, 2124]
paragraph: ΠΡ. Ἔζησεν τὴν οἰκογένειάν του; — [321, 426, 513, 453]
paragraph: ΠΟΛΙΤ. Τώρα δὲν μᾶς λέγετε πολὺ περίεργον πράγμα; χάνουν μεγαλείτερον κρότον; Τὰ μέχρι τοῦ παλαιοῦ συντάγματος; — [104, 1015, 305, 1069]
paragraph: Μ. Ναί. — [335, 1163, 377, 1176]
paragraph: ΚΑΛΛΙΘΗΣ. Ὅλα αὐτὰ ἦλθε καὶ τὰ εἶπεν ὁ κ. Ἀντωνόπουλος εἰς τοὺς κύκλους μας. — [737, 777, 930, 817]
paragraph: Καλεῖται ὁ μάρτυς κ. Ἀνδρέας Παπαδιαμαντόπουλος, ὑπάλληλος τοῦ Ἐθ. Τυπογραφείου. — [737, 1099, 930, 1139]
paragraph: Τοῦ ἐζήτησα νὰ μοῦ χορηγήσῃ ἓν εἰσιτήριον τοῦ θεάτρου δωρεάν. — [1154, 125, 1346, 151]
paragraph: ΚΟΥΜΟΥΝΔ. Δὲν ἤκουσα κανένα νὰ ἐκφράζεται περὶ αὐτοῦ δυσμενῶς. — [1154, 342, 1346, 383]
paragraph: μοῦ εἶπεν, ἀπαντῶν εἰς κ. Καρτάλης. Τὰ αὐτὰ ἀκριβῶς μοῦ ἔλεγε καὶ ὁ κ. Καλαποθάκης. Κατόπιν ἀντερύσαμεν τὴν ὁμιλίαν μας εἰς πολιτικὰ ζητήματα καὶ μετὰ ταῦτα ἐγὼ μετὰ τοῦ κ. Σπανδωνῆ ἀπήλθομεν, τοῦ κ. Σπανδωνῆ μετανοήσαντος, νομίζω, εἰς τὴν Μουσικὴν Ἑταιρίαν. — [529, 84, 721, 206]
paragraph: Προθυμότατα μετὰ τῆς ἐπιτροπῆς, ἡ λῆξις τοῦ ἐπεισοδίου εὐρίσκεται εἰς τὸ ὅτι ἡ τιμὴ ἀμφοτέρων μένει ἀκέραιος. — [1154, 1390, 1346, 1444]
paragraph: ΠΡ. Τὸ ἑσπέρας τῆς 12 Νοεμβρίου ἦλθε κανεὶς καὶ σᾶς ἀνήγγειλε τίποτε; — [321, 1366, 513, 1406]
paragraph: Μ. Δὲν τὸ ἐνθυμοῦμαι. — [118, 1615, 241, 1628]
paragraph: Μ. Προσπορεύετο ὁ κ. Τσίρος. — [335, 1013, 498, 1025]
paragraph: Καλεῖται εἶτα καὶ πάλιν ὁ μάρτυς Καρβουνάρης, ὁ ὁποῖος ἐρωτᾶται περὶ τοῦ κ. Ἀναστασοπούλου. — [104, 1547, 305, 1587]
section-heading: Η ΚΑΤΑΘΕΣΙΣ ΤΟΥ κ. ΑΓΓΕΛΟΠΟΥΛΟΥ — [321, 1295, 512, 1333]
paragraph: Προσέρχεται ὁ μάρτυς Φαραντάτος, ἰατρός. — [946, 1172, 1138, 1198]
paragraph: Μ. Πρῶτον ὅτι ἐκείνους μὲ τὸν Κατσαβέτη ὑπῆρξαν φίλοι καὶ ἐπετέθη κατ' αὐτοῦ εἰς τὴν ὁδὸν Σταδίου. — [737, 396, 930, 450]
paragraph: ΧΑΤΖΗΜΙΧΑΛΗΣ. Ὅταν εἶχατε εἰς τὸ ὁδηγεῖον τὸν Κριάλην; — [529, 974, 721, 1001]
paragraph: Μ. Περὶ τὰ 20—25 λεπτὰ τῆς ὥρας. — [529, 316, 721, 343]
paragraph: ΕΙΣΑΓΓ. Σεῖς μᾶς εἴπατε, πῶς ἀντελήφθητε τοὺς πυροβολισμοὺς καὶ ἀριθμὸν καὶ κατὰ δύναμιν. — [104, 823, 305, 864]
paragraph: Μεθ' ὃ ἀρχεται ἡ ἐξέτασις τῶν μαρτύρων τῆς ὑπερασπίσεως. — [321, 673, 513, 699]
paragraph: ΕΙΣΑΓΓ. Εἰς τὸ εἶχεν εἰπεῖ ὅτι ὁ φονευθεὶς; — [104, 1382, 305, 1409]
section-heading: Η ΚΑΤΑΘΕΣΙΣ ΤΟΥ κ. Ν. ΑΝΤΩΝΟΠΟΥΛΟΥ — [738, 174, 929, 212]
paragraph: Μ. Ὁ Τσίρος τότε ἦλθε εἰς τὸ κατάστημα καὶ μοῦ εἶπε ὅτι τὸ ἐγκλήσει ἐκείνων ὁ κ. Καρτάλης. — [737, 464, 930, 505]
paragraph: ΓΟΥΝ. Εἰς τὸν Ταμπακόπουλον ἦτο ὁ νέος; — [946, 563, 1138, 590]
paragraph: ΠΡ. Ἦσο μαζὶ μὲ τὸν Ρούφον, Σκιαδᾶν καὶ ἄλλους εἰς τὸ καφενεῖον; Τί ἤκουσες ἐκεῖ; — [737, 1140, 930, 1180]
paragraph: Μ. Ὄχι, οὐδεὶς ἄλλος ἦλθε. — [543, 371, 692, 384]
paragraph: ΕΙΣΑΓΓ. Πῶς ἐλέγετε; — [960, 823, 1081, 836]
paragraph: ΠΟΛΙΤΗΣ. Τὸν νομίζετε ἱκανὸν νὰ διαπράξῃ δολοφονίαν; — [1154, 383, 1346, 410]
